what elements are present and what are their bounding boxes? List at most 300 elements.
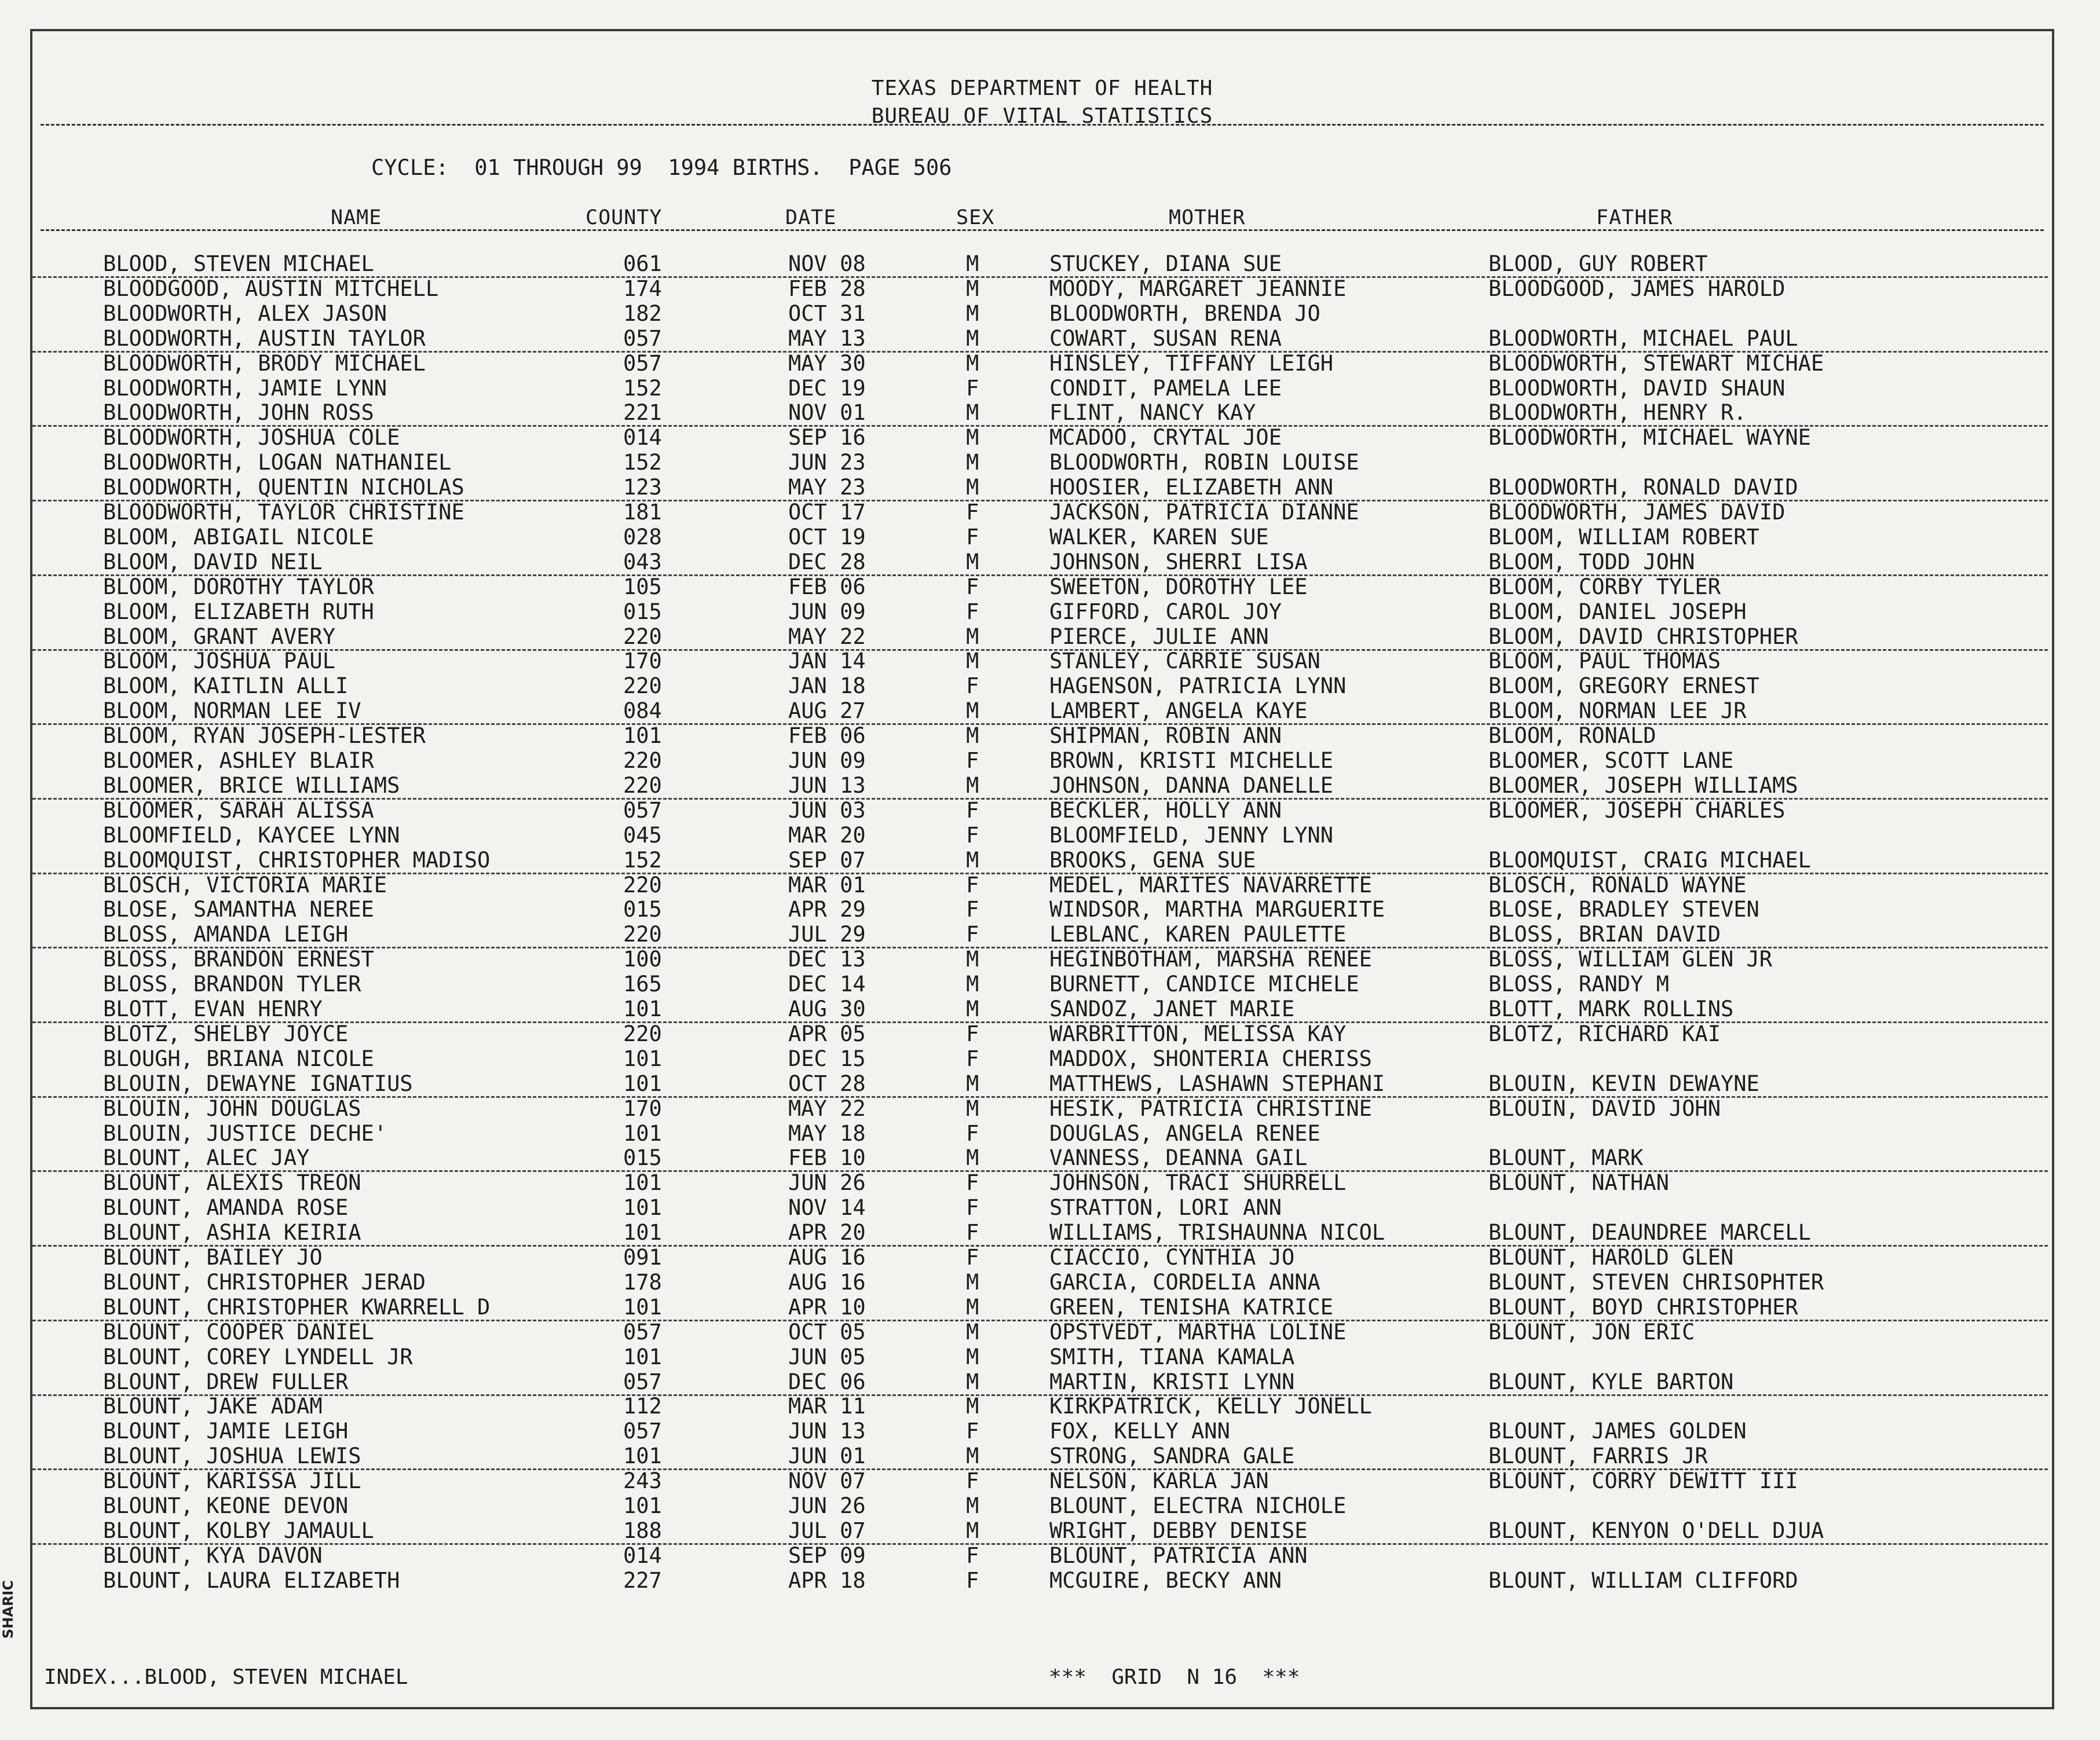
cell-sex: F xyxy=(966,1046,979,1071)
cell-mother: MEDEL, MARITES NAVARRETTE xyxy=(1049,872,1372,898)
cell-father: BLOTT, MARK ROLLINS xyxy=(1488,997,1734,1021)
cell-name: BLOOMER, ASHLEY BLAIR xyxy=(103,748,374,773)
cell-date: JUN 09 xyxy=(788,748,866,773)
cycle-line: CYCLE: 01 THROUGH 99 1994 BIRTHS. PAGE 506 xyxy=(371,155,952,180)
cell-mother: JOHNSON, DANNA DANELLE xyxy=(1049,772,1334,798)
cell-father: BLOODWORTH, MICHAEL WAYNE xyxy=(1488,425,1811,450)
cell-sex: M xyxy=(966,1269,979,1295)
table-row xyxy=(32,1195,2048,1220)
cell-date: MAY 22 xyxy=(788,1096,866,1121)
cell-sex: M xyxy=(966,624,979,649)
cell-date: MAR 11 xyxy=(788,1394,866,1419)
table-row xyxy=(32,773,2048,800)
cell-county: 165 xyxy=(623,972,662,997)
table-row xyxy=(32,1345,2048,1369)
table-row xyxy=(32,574,2048,599)
cell-county: 220 xyxy=(623,872,662,898)
table-row xyxy=(32,301,2048,326)
cell-county: 181 xyxy=(623,500,662,525)
column-header-mother: MOTHER xyxy=(1169,206,1246,229)
cell-date: APR 05 xyxy=(788,1021,866,1046)
column-header-name: NAME xyxy=(331,206,382,229)
cell-date: MAY 23 xyxy=(788,475,866,500)
cell-mother: HINSLEY, TIFFANY LEIGH xyxy=(1049,350,1334,376)
cell-father: BLOOMER, JOSEPH WILLIAMS xyxy=(1488,772,1798,798)
cell-name: BLOTZ, SHELBY JOYCE xyxy=(103,1021,349,1046)
cell-county: 182 xyxy=(623,301,662,326)
cell-sex: M xyxy=(966,1394,979,1419)
cell-county: 105 xyxy=(623,574,662,599)
cell-date: FEB 28 xyxy=(788,276,866,301)
cell-county: 028 xyxy=(623,524,662,550)
cell-date: SEP 09 xyxy=(788,1543,866,1568)
cell-county: 101 xyxy=(623,1046,662,1071)
cell-county: 101 xyxy=(623,1294,662,1320)
cell-date: AUG 27 xyxy=(788,698,866,724)
cell-date: OCT 28 xyxy=(788,1071,866,1096)
table-row xyxy=(32,972,2048,997)
cell-name: BLOOMER, SARAH ALISSA xyxy=(103,797,374,823)
cell-date: JUL 07 xyxy=(788,1518,866,1543)
cell-mother: HAGENSON, PATRICIA LYNN xyxy=(1049,673,1347,699)
column-header-sex: SEX xyxy=(956,206,995,229)
cell-name: BLOOM, NORMAN LEE IV xyxy=(103,698,361,724)
cell-father: BLOUNT, WILLIAM CLIFFORD xyxy=(1488,1567,1798,1593)
table-row xyxy=(32,997,2048,1023)
cell-sex: M xyxy=(966,997,979,1021)
table-row xyxy=(32,748,2048,773)
cell-sex: M xyxy=(966,972,979,997)
cell-name: BLOUNT, ALEXIS TREON xyxy=(103,1170,361,1196)
document-page xyxy=(30,29,2054,1709)
cell-father: BLOUNT, FARRIS JR xyxy=(1488,1444,1708,1469)
cell-county: 057 xyxy=(623,1419,662,1444)
cell-county: 100 xyxy=(623,947,662,972)
cell-name: BLOODWORTH, JOSHUA COLE xyxy=(103,425,400,450)
cell-county: 057 xyxy=(623,1369,662,1394)
cell-county: 101 xyxy=(623,723,662,749)
cell-father: BLOSCH, RONALD WAYNE xyxy=(1488,872,1747,898)
cell-sex: F xyxy=(966,1245,979,1270)
cell-county: 084 xyxy=(623,698,662,724)
cell-county: 101 xyxy=(623,1195,662,1221)
cell-sex: M xyxy=(966,1493,979,1518)
cell-sex: M xyxy=(966,450,979,475)
cell-father: BLOODWORTH, DAVID SHAUN xyxy=(1488,375,1786,401)
cell-county: 152 xyxy=(623,450,662,475)
cell-sex: M xyxy=(966,1096,979,1121)
cell-sex: M xyxy=(966,1444,979,1469)
cell-county: 220 xyxy=(623,922,662,947)
cell-county: 091 xyxy=(623,1245,662,1270)
cell-father: BLOUNT, MARK xyxy=(1488,1145,1644,1171)
cell-mother: BECKLER, HOLLY ANN xyxy=(1049,797,1282,823)
cell-county: 174 xyxy=(623,276,662,301)
cell-county: 057 xyxy=(623,325,662,351)
cell-mother: LAMBERT, ANGELA KAYE xyxy=(1049,698,1308,724)
cell-mother: MCADOO, CRYTAL JOE xyxy=(1049,425,1282,450)
cell-mother: STRATTON, LORI ANN xyxy=(1049,1195,1282,1221)
cell-sex: M xyxy=(966,1518,979,1543)
cell-county: 101 xyxy=(623,1071,662,1096)
cell-county: 170 xyxy=(623,1096,662,1121)
cell-county: 015 xyxy=(623,599,662,624)
cell-father: BLOOM, NORMAN LEE JR xyxy=(1488,698,1747,724)
cell-mother: JOHNSON, SHERRI LISA xyxy=(1049,549,1308,574)
footer-index: INDEX...BLOOD, STEVEN MICHAEL xyxy=(44,1665,408,1689)
table-row xyxy=(32,1468,2048,1493)
cell-mother: PIERCE, JULIE ANN xyxy=(1049,624,1269,649)
cell-mother: HESIK, PATRICIA CHRISTINE xyxy=(1049,1096,1372,1121)
table-row xyxy=(32,1419,2048,1444)
table-row xyxy=(32,376,2048,401)
cell-mother: MOODY, MARGARET JEANNIE xyxy=(1049,276,1347,301)
cell-mother: MARTIN, KRISTI LYNN xyxy=(1049,1369,1295,1394)
cell-sex: M xyxy=(966,425,979,450)
cell-mother: BLOUNT, PATRICIA ANN xyxy=(1049,1543,1308,1568)
cell-mother: DOUGLAS, ANGELA RENEE xyxy=(1049,1120,1320,1146)
cell-name: BLOOD, STEVEN MICHAEL xyxy=(103,251,374,276)
column-header-rule xyxy=(41,229,2044,231)
cell-father: BLOOMER, SCOTT LANE xyxy=(1488,748,1734,773)
table-row xyxy=(32,1270,2048,1295)
table-row xyxy=(32,251,2048,278)
cell-name: BLOOM, DAVID NEIL xyxy=(103,549,323,574)
table-row xyxy=(32,1021,2048,1046)
cell-county: 057 xyxy=(623,797,662,823)
column-header-county: COUNTY xyxy=(586,206,663,229)
cell-father: BLOUNT, BOYD CHRISTOPHER xyxy=(1488,1294,1798,1320)
cell-date: FEB 06 xyxy=(788,574,866,599)
cell-county: 220 xyxy=(623,772,662,798)
table-row xyxy=(32,450,2048,475)
cell-sex: F xyxy=(966,599,979,624)
table-row xyxy=(32,500,2048,525)
cell-name: BLOOM, DOROTHY TAYLOR xyxy=(103,574,374,599)
cell-name: BLOOM, KAITLIN ALLI xyxy=(103,673,349,699)
cell-sex: F xyxy=(966,524,979,550)
cell-father: BLOODWORTH, JAMES DAVID xyxy=(1488,500,1786,525)
cell-name: BLOODWORTH, LOGAN NATHANIEL xyxy=(103,450,452,475)
cell-name: BLOOMFIELD, KAYCEE LYNN xyxy=(103,822,400,848)
cell-sex: M xyxy=(966,649,979,674)
cell-mother: BLOODWORTH, BRENDA JO xyxy=(1049,301,1320,326)
cell-sex: M xyxy=(966,301,979,326)
cell-mother: GIFFORD, CAROL JOY xyxy=(1049,599,1282,624)
cell-sex: F xyxy=(966,1170,979,1196)
cell-father: BLOUNT, DEAUNDREE MARCELL xyxy=(1488,1220,1811,1246)
cell-sex: M xyxy=(966,698,979,724)
cell-father: BLOUIN, DAVID JOHN xyxy=(1488,1096,1721,1121)
table-row xyxy=(32,1369,2048,1396)
cell-date: JUN 26 xyxy=(788,1493,866,1518)
cell-date: JUN 23 xyxy=(788,450,866,475)
cell-father: BLOUNT, JAMES GOLDEN xyxy=(1488,1419,1747,1444)
cell-name: BLOSS, BRANDON TYLER xyxy=(103,972,361,997)
cell-date: DEC 15 xyxy=(788,1046,866,1071)
table-row xyxy=(32,475,2048,501)
cell-sex: M xyxy=(966,549,979,574)
cell-sex: F xyxy=(966,375,979,401)
cell-father: BLOOM, RONALD xyxy=(1488,723,1656,749)
cell-mother: SMITH, TIANA KAMALA xyxy=(1049,1344,1295,1369)
cell-county: 152 xyxy=(623,847,662,873)
table-row xyxy=(32,351,2048,376)
cell-father: BLOTZ, RICHARD KAI xyxy=(1488,1021,1721,1046)
cell-date: APR 20 xyxy=(788,1220,866,1246)
cell-sex: F xyxy=(966,1195,979,1221)
cell-mother: BLOUNT, ELECTRA NICHOLE xyxy=(1049,1493,1347,1518)
cell-mother: WINDSOR, MARTHA MARGUERITE xyxy=(1049,897,1385,922)
cell-name: BLOTT, EVAN HENRY xyxy=(103,997,323,1021)
cell-name: BLOUNT, KOLBY JAMAULL xyxy=(103,1518,374,1543)
cell-date: JUN 05 xyxy=(788,1344,866,1369)
cell-name: BLOOMER, BRICE WILLIAMS xyxy=(103,772,400,798)
cell-date: MAY 18 xyxy=(788,1120,866,1146)
cell-date: SEP 16 xyxy=(788,425,866,450)
table-row xyxy=(32,1568,2048,1593)
cell-date: JUN 01 xyxy=(788,1444,866,1469)
table-row xyxy=(32,1220,2048,1247)
cell-name: BLOOM, ELIZABETH RUTH xyxy=(103,599,374,624)
cell-mother: HEGINBOTHAM, MARSHA RENEE xyxy=(1049,947,1372,972)
cell-county: 220 xyxy=(623,673,662,699)
cell-county: 101 xyxy=(623,997,662,1021)
footer-grid: *** GRID N 16 *** xyxy=(1049,1665,1300,1689)
cell-sex: M xyxy=(966,1319,979,1345)
cell-date: JAN 14 xyxy=(788,649,866,674)
cell-father: BLOODWORTH, MICHAEL PAUL xyxy=(1488,325,1798,351)
cell-name: BLOUNT, CHRISTOPHER JERAD xyxy=(103,1269,426,1295)
cell-sex: F xyxy=(966,673,979,699)
cell-date: JUN 13 xyxy=(788,772,866,798)
cell-mother: MADDOX, SHONTERIA CHERISS xyxy=(1049,1046,1372,1071)
cell-mother: FLINT, NANCY KAY xyxy=(1049,400,1256,426)
cell-county: 061 xyxy=(623,251,662,276)
cell-sex: M xyxy=(966,1369,979,1394)
cell-date: MAR 20 xyxy=(788,822,866,848)
cell-mother: MCGUIRE, BECKY ANN xyxy=(1049,1567,1282,1593)
cell-name: BLOOM, ABIGAIL NICOLE xyxy=(103,524,374,550)
table-row xyxy=(32,1295,2048,1321)
cell-county: 015 xyxy=(623,1145,662,1171)
header-rule xyxy=(41,124,2044,126)
cell-mother: JACKSON, PATRICIA DIANNE xyxy=(1049,500,1359,525)
table-row xyxy=(32,1518,2048,1545)
cell-county: 015 xyxy=(623,897,662,922)
cell-sex: M xyxy=(966,847,979,873)
cell-name: BLOODWORTH, AUSTIN TAYLOR xyxy=(103,325,426,351)
table-row xyxy=(32,400,2048,427)
cell-name: BLOOMQUIST, CHRISTOPHER MADISO xyxy=(103,847,491,873)
cell-mother: HOOSIER, ELIZABETH ANN xyxy=(1049,475,1334,500)
cell-sex: M xyxy=(966,251,979,276)
table-row xyxy=(32,1394,2048,1419)
cell-mother: VANNESS, DEANNA GAIL xyxy=(1049,1145,1308,1171)
cell-county: 220 xyxy=(623,748,662,773)
table-row xyxy=(32,1543,2048,1568)
cell-sex: F xyxy=(966,1021,979,1046)
cell-sex: F xyxy=(966,748,979,773)
cell-date: JAN 18 xyxy=(788,673,866,699)
cell-mother: STUCKEY, DIANA SUE xyxy=(1049,251,1282,276)
agency-title: TEXAS DEPARTMENT OF HEALTH xyxy=(871,76,1213,100)
cell-county: 014 xyxy=(623,425,662,450)
cell-mother: COWART, SUSAN RENA xyxy=(1049,325,1282,351)
cell-sex: M xyxy=(966,400,979,426)
cell-date: JUN 09 xyxy=(788,599,866,624)
cell-sex: M xyxy=(966,772,979,798)
cell-name: BLOUNT, ASHIA KEIRIA xyxy=(103,1220,361,1246)
cell-mother: BURNETT, CANDICE MICHELE xyxy=(1049,972,1359,997)
cell-date: DEC 14 xyxy=(788,972,866,997)
cell-date: AUG 30 xyxy=(788,997,866,1021)
cell-name: BLOODWORTH, ALEX JASON xyxy=(103,301,387,326)
cell-date: SEP 07 xyxy=(788,847,866,873)
cell-sex: M xyxy=(966,1294,979,1320)
cell-date: DEC 13 xyxy=(788,947,866,972)
cell-name: BLOUNT, KEONE DEVON xyxy=(103,1493,349,1518)
cell-name: BLOSS, BRANDON ERNEST xyxy=(103,947,374,972)
cell-sex: F xyxy=(966,897,979,922)
cell-county: 227 xyxy=(623,1567,662,1593)
cell-date: NOV 08 xyxy=(788,251,866,276)
cell-name: BLOUNT, COOPER DANIEL xyxy=(103,1319,374,1345)
cell-sex: F xyxy=(966,922,979,947)
cell-county: 220 xyxy=(623,1021,662,1046)
table-row xyxy=(32,1121,2048,1146)
table-row xyxy=(32,873,2048,898)
cell-date: NOV 07 xyxy=(788,1468,866,1494)
cell-mother: BLOODWORTH, ROBIN LOUISE xyxy=(1049,450,1359,475)
cell-date: OCT 19 xyxy=(788,524,866,550)
cell-county: 178 xyxy=(623,1269,662,1295)
table-row xyxy=(32,897,2048,922)
cell-mother: BLOOMFIELD, JENNY LYNN xyxy=(1049,822,1334,848)
table-row xyxy=(32,1320,2048,1345)
cell-mother: JOHNSON, TRACI SHURRELL xyxy=(1049,1170,1347,1196)
cell-father: BLOUNT, JON ERIC xyxy=(1488,1319,1695,1345)
cell-county: 101 xyxy=(623,1170,662,1196)
cell-mother: GARCIA, CORDELIA ANNA xyxy=(1049,1269,1320,1295)
cell-sex: M xyxy=(966,350,979,376)
cell-county: 170 xyxy=(623,649,662,674)
cell-date: JUN 13 xyxy=(788,1419,866,1444)
table-row xyxy=(32,673,2048,698)
cell-father: BLOODWORTH, RONALD DAVID xyxy=(1488,475,1798,500)
cell-date: DEC 19 xyxy=(788,375,866,401)
cell-date: AUG 16 xyxy=(788,1245,866,1270)
side-stamp: SHARIC xyxy=(0,1580,16,1639)
table-row xyxy=(32,1245,2048,1270)
cell-county: 112 xyxy=(623,1394,662,1419)
cell-name: BLOOM, GRANT AVERY xyxy=(103,624,335,649)
cell-date: APR 18 xyxy=(788,1567,866,1593)
cell-name: BLOOM, JOSHUA PAUL xyxy=(103,649,335,674)
table-row xyxy=(32,624,2048,651)
cell-date: MAR 01 xyxy=(788,872,866,898)
table-row xyxy=(32,823,2048,848)
cell-father: BLOOM, GREGORY ERNEST xyxy=(1488,673,1759,699)
cell-sex: F xyxy=(966,797,979,823)
table-row xyxy=(32,1170,2048,1195)
cell-name: BLOUNT, LAURA ELIZABETH xyxy=(103,1567,400,1593)
cell-county: 101 xyxy=(623,1344,662,1369)
table-row xyxy=(32,599,2048,624)
table-row xyxy=(32,1096,2048,1121)
cell-county: 014 xyxy=(623,1543,662,1568)
cell-name: BLOODWORTH, JOHN ROSS xyxy=(103,400,374,426)
column-header-father: FATHER xyxy=(1596,206,1673,229)
cell-father: BLOSS, RANDY M xyxy=(1488,972,1669,997)
cell-mother: FOX, KELLY ANN xyxy=(1049,1419,1230,1444)
column-header-date: DATE xyxy=(785,206,837,229)
cell-mother: MATTHEWS, LASHAWN STEPHANI xyxy=(1049,1071,1385,1096)
cell-father: BLOOM, DAVID CHRISTOPHER xyxy=(1488,624,1798,649)
cell-date: FEB 06 xyxy=(788,723,866,749)
cell-mother: STRONG, SANDRA GALE xyxy=(1049,1444,1295,1469)
cell-father: BLOOM, CORBY TYLER xyxy=(1488,574,1721,599)
cell-date: DEC 06 xyxy=(788,1369,866,1394)
cell-date: DEC 28 xyxy=(788,549,866,574)
cell-sex: F xyxy=(966,1120,979,1146)
cell-father: BLOOM, WILLIAM ROBERT xyxy=(1488,524,1759,550)
cell-name: BLOSS, AMANDA LEIGH xyxy=(103,922,349,947)
cell-name: BLOSE, SAMANTHA NEREE xyxy=(103,897,374,922)
cell-mother: CONDIT, PAMELA LEE xyxy=(1049,375,1282,401)
cell-mother: BROOKS, GENA SUE xyxy=(1049,847,1256,873)
table-row xyxy=(32,848,2048,874)
table-row xyxy=(32,922,2048,948)
cell-sex: M xyxy=(966,1071,979,1096)
cell-mother: KIRKPATRICK, KELLY JONELL xyxy=(1049,1394,1372,1419)
cell-name: BLOODGOOD, AUSTIN MITCHELL xyxy=(103,276,439,301)
cell-date: OCT 05 xyxy=(788,1319,866,1345)
cell-name: BLOUNT, JAMIE LEIGH xyxy=(103,1419,349,1444)
cell-name: BLOUNT, KARISSA JILL xyxy=(103,1468,361,1494)
cell-mother: WILLIAMS, TRISHAUNNA NICOL xyxy=(1049,1220,1385,1246)
bureau-title: BUREAU OF VITAL STATISTICS xyxy=(871,104,1213,128)
cell-county: 243 xyxy=(623,1468,662,1494)
cell-name: BLOUNT, ALEC JAY xyxy=(103,1145,310,1171)
table-row xyxy=(32,649,2048,673)
cell-date: OCT 17 xyxy=(788,500,866,525)
cell-date: APR 29 xyxy=(788,897,866,922)
cell-county: 101 xyxy=(623,1120,662,1146)
cell-county: 043 xyxy=(623,549,662,574)
cell-father: BLOUNT, STEVEN CHRISOPHTER xyxy=(1488,1269,1824,1295)
cell-county: 101 xyxy=(623,1444,662,1469)
table-row xyxy=(32,425,2048,450)
cell-sex: F xyxy=(966,1468,979,1494)
cell-sex: M xyxy=(966,475,979,500)
cell-father: BLOSS, WILLIAM GLEN JR xyxy=(1488,947,1773,972)
cell-county: 188 xyxy=(623,1518,662,1543)
table-row xyxy=(32,1071,2048,1098)
cell-date: AUG 16 xyxy=(788,1269,866,1295)
cell-father: BLOUNT, NATHAN xyxy=(1488,1170,1669,1196)
table-row xyxy=(32,1046,2048,1071)
cell-date: JUL 29 xyxy=(788,922,866,947)
cell-name: BLOUIN, JOHN DOUGLAS xyxy=(103,1096,361,1121)
cell-father: BLOUNT, KENYON O'DELL DJUA xyxy=(1488,1518,1824,1543)
cell-date: NOV 14 xyxy=(788,1195,866,1221)
cell-sex: F xyxy=(966,872,979,898)
table-row xyxy=(32,326,2048,353)
cell-sex: F xyxy=(966,1543,979,1568)
cell-name: BLOODWORTH, JAMIE LYNN xyxy=(103,375,387,401)
cell-mother: WARBRITTON, MELISSA KAY xyxy=(1049,1021,1347,1046)
